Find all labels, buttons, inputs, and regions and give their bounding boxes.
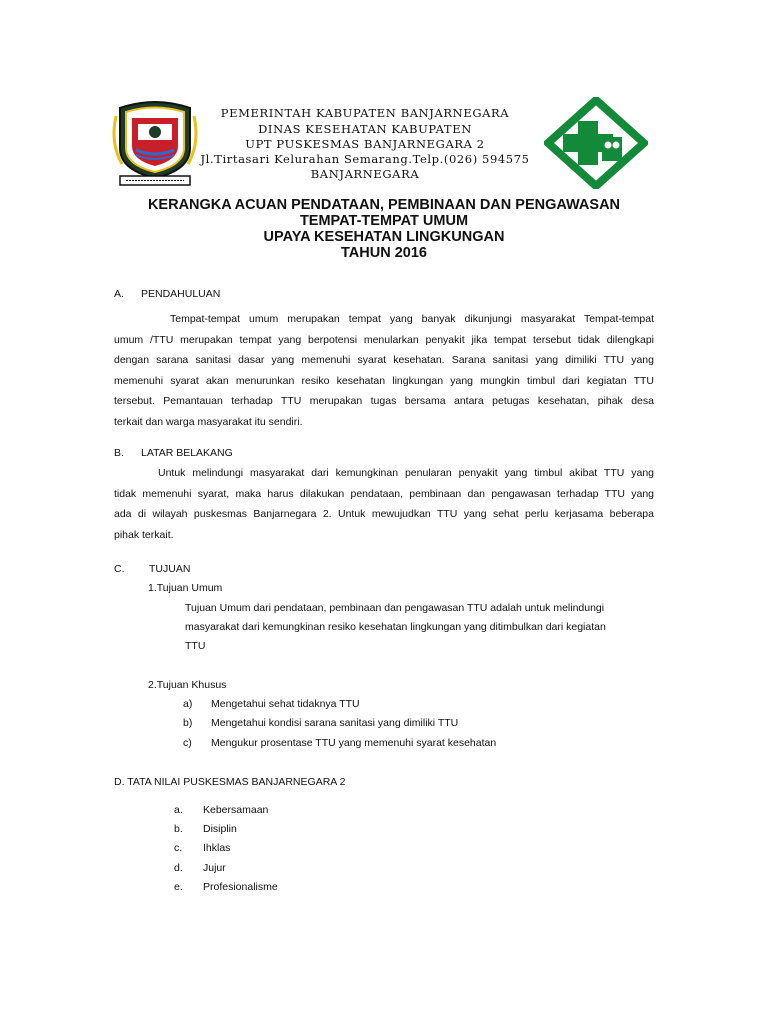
paragraph-line: memenuhi syarat akan menurunkan resiko kesehatan lingkungan yang mungkin timbul dari kegiatan TTU (114, 374, 654, 387)
section-b-paragraph (114, 463, 654, 545)
tujuan-khusus-heading: 2.Tujuan Khusus (148, 679, 227, 691)
section-d-heading: D. TATA NILAI PUSKESMAS BANJARNEGARA 2 (114, 776, 346, 788)
tujuan-umum-line: Tujuan Umum dari pendataan, pembinaan dan pengawasan TTU adalah untuk melindungi (185, 602, 605, 614)
list-item: Profesionalisme (203, 881, 278, 893)
paragraph-line: Untuk melindungi masyarakat dari kemungkinan penularan penyakit yang timbul akibat TTU yang (158, 467, 654, 479)
list-item-marker: c. (174, 842, 183, 854)
puskesmas-emblem-icon (544, 97, 648, 189)
list-item: Jujur (203, 862, 226, 874)
tujuan-umum-heading: 1.Tujuan Umum (148, 582, 223, 594)
list-item-marker: b. (174, 823, 183, 835)
document-title-line-4: TAHUN 2016 (341, 245, 427, 261)
list-item-marker: e. (174, 881, 183, 893)
section-a-heading: PENDAHULUAN (141, 288, 221, 300)
document-title-line-1: KERANGKA ACUAN PENDATAAN, PEMBINAAN DAN PENGAWASAN (147, 197, 621, 213)
kabupaten-emblem-icon (112, 98, 198, 188)
paragraph-line: dengan sarana sanitasi dasar yang memenuhi syarat kesehatan. Sarana sanitasi yang dimiliki TTU yang (114, 354, 654, 366)
list-item: Kebersamaan (203, 804, 269, 816)
tujuan-umum-line: masyarakat dari kemungkinan resiko kesehatan lingkungan yang ditimbulkan dari kegiatan (185, 621, 606, 633)
section-b-letter: B. (114, 447, 124, 459)
list-item-marker: d. (174, 862, 183, 874)
paragraph-line: Tempat-tempat umum merupakan tempat yang banyak dikunjungi masyarakat Tempat-tempat (170, 313, 654, 325)
paragraph-line: terkait dan warga masyarakat itu sendiri. (114, 415, 303, 428)
section-a-letter: A. (114, 288, 124, 300)
document-title-line-3: UPAYA KESEHATAN LINGKUNGAN (263, 229, 505, 245)
list-item: Disiplin (203, 823, 237, 835)
letterhead-line-3: UPT PUSKESMAS BANJARNEGARA 2 (245, 137, 485, 151)
list-item: Mengukur prosentase TTU yang memenuhi syarat kesehatan (211, 737, 497, 749)
list-item-marker: a. (174, 804, 183, 816)
paragraph-line: ada di wilayah puskesmas Banjarnegara 2. Untuk mewujudkan TTU yang sehat perlu kerjasama beberapa (114, 508, 654, 520)
section-c-heading: TUJUAN (149, 563, 191, 575)
section-a-paragraph (114, 309, 654, 432)
paragraph-line: tersebut. Pemantauan terhadap TTU merupakan tugas bersama antara petugas kesehatan, pihak desa (114, 395, 654, 407)
list-item-marker: a) (183, 698, 193, 710)
list-item-marker: b) (183, 717, 193, 729)
document-title-line-2: TEMPAT-TEMPAT UMUM (299, 213, 469, 229)
tujuan-umum-line: TTU (185, 640, 206, 652)
list-item: Ihklas (203, 842, 231, 854)
paragraph-line: pihak terkait. (114, 528, 174, 541)
letterhead-line-4: Jl.Tirtasari Kelurahan Semarang.Telp.(026) 594575 (200, 152, 530, 166)
list-item-marker: c) (183, 737, 192, 749)
letterhead-line-1: PEMERINTAH KABUPATEN BANJARNEGARA (220, 106, 510, 120)
paragraph-line: tidak memenuhi syarat, maka harus dilakukan pendataan, pembinaan dan pengawasan terhadap TTU yang (114, 487, 654, 500)
paragraph-line: umum /TTU merupakan tempat yang berpotensi menularkan penyakit jika tempat tersebut tidak dilengkapi (114, 333, 654, 346)
section-c-letter: C. (114, 563, 125, 575)
list-item: Mengetahui kondisi sarana sanitasi yang dimiliki TTU (211, 717, 459, 729)
letterhead-line-5: BANJARNEGARA (310, 167, 420, 181)
letterhead-line-2: DINAS KESEHATAN KABUPATEN (258, 122, 472, 136)
list-item: Mengetahui sehat tidaknya TTU (211, 698, 360, 710)
section-b-heading: LATAR BELAKANG (141, 447, 233, 459)
